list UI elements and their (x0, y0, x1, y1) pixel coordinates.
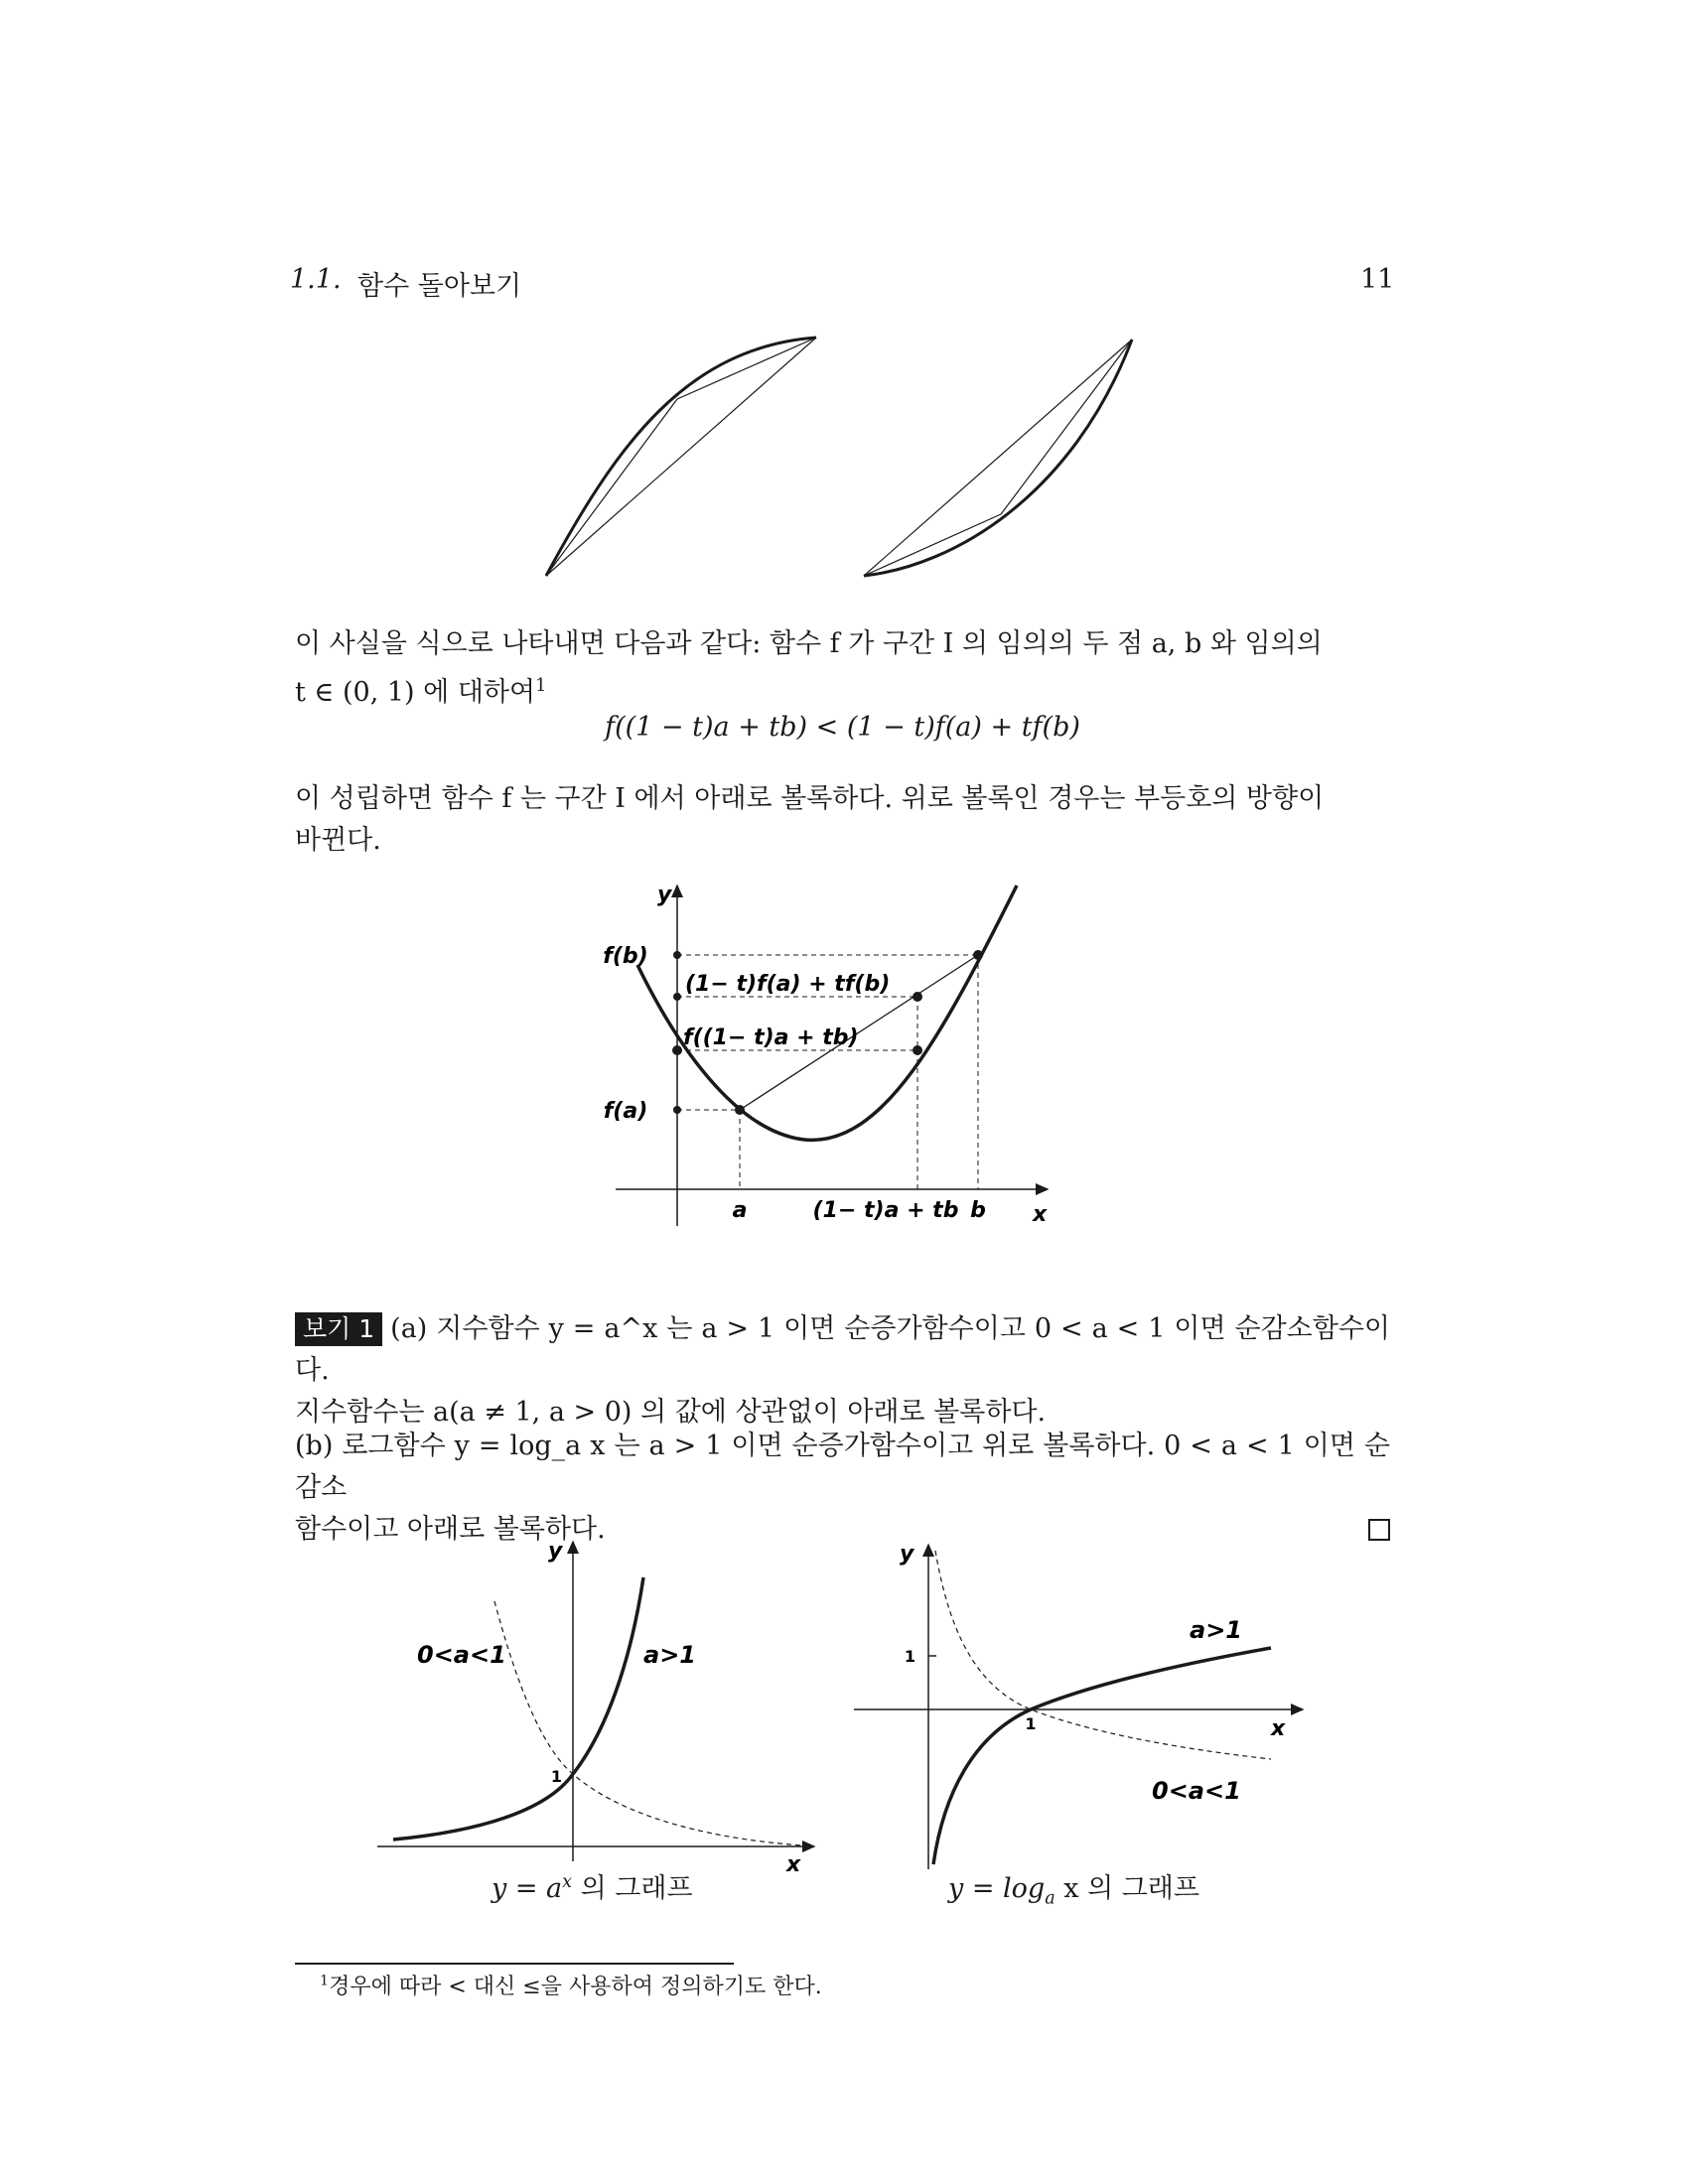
logarithm-graph (854, 1537, 1311, 1879)
paragraph-definition-line1: 이 사실을 식으로 나타내면 다음과 같다: 함수 f 가 구간 I 의 임의의 두 점 a, b 와 임의의 (295, 628, 1323, 659)
curve-a-less-1 (494, 1601, 802, 1845)
x-axis-label: x (1271, 1716, 1286, 1741)
footnote-rule (295, 1963, 734, 1965)
exponential-caption (492, 1866, 693, 1905)
y-axis-label: y (548, 1539, 563, 1564)
example-part-a (295, 1308, 1390, 1433)
curve-a-less-1 (935, 1551, 1271, 1759)
page-number: 11 (1360, 264, 1395, 295)
paragraph-definition-line2 (295, 665, 1390, 714)
example-part-a-line2: 지수함수는 a(a ≠ 1, a > 0) 의 값에 상관없이 아래로 볼록하다. (295, 1397, 1047, 1428)
paragraph-definition-line2-text: t ∈ (0, 1) 에 대하여 (295, 677, 536, 708)
section-title: 함수 돌아보기 (357, 271, 522, 302)
tick-label-b: b (970, 1198, 986, 1223)
footnote-reference[interactable]: 1 (535, 676, 547, 696)
convex-chord-right (1001, 340, 1132, 514)
paragraph-definition (295, 623, 1390, 714)
convexity-inequality: f((1 − t)a + tb) < (1 − t)f(a) + tf(b) (605, 712, 1080, 743)
y-point-fa (673, 1106, 681, 1114)
example-part-b-line2-text: 함수이고 아래로 볼록하다. (295, 1514, 606, 1545)
example-part-b-line1: (b) 로그함수 y = log_a x 는 a > 1 이면 순증가함수이고 위로 볼록하다. 0 < a < 1 이면 순감소 (295, 1431, 1390, 1503)
point-fcombo (913, 1045, 922, 1055)
label-a-less-1: 0<a<1 (1152, 1777, 1241, 1805)
paragraph-convexity (295, 778, 1390, 862)
convex-curve (637, 886, 1017, 1140)
label-fcombo: f((1− t)a + tb) (683, 1025, 859, 1050)
logarithm-caption-prefix: y = log (948, 1873, 1046, 1904)
concave-chord-left (546, 399, 677, 576)
y-point-fcombo (672, 1045, 682, 1055)
convex-function-figure (596, 874, 1072, 1231)
tick-label-mid: (1− t)a + tb (812, 1198, 959, 1223)
exponential-graph (377, 1534, 814, 1876)
concave-chord (546, 338, 816, 576)
exponential-caption-prefix: y = a (492, 1873, 563, 1904)
label-fa: f(a) (603, 1099, 648, 1124)
footnote-text: 경우에 따라 < 대신 ≤을 사용하여 정의하기도 한다. (329, 1975, 822, 1999)
curve-a-greater-1 (393, 1577, 643, 1840)
qed-box (1368, 1519, 1390, 1541)
paragraph-convexity-line2: 바뀐다. (295, 825, 381, 856)
logarithm-caption (948, 1866, 1199, 1908)
tick-label-one: 1 (550, 1767, 562, 1786)
logarithm-caption-sub: a (1045, 1888, 1055, 1909)
footnote (320, 1970, 822, 2000)
section-number: 1.1. (290, 264, 342, 295)
point-a (735, 1105, 745, 1115)
curve-a-greater-1 (933, 1648, 1271, 1864)
x-tick-label-one: 1 (1025, 1714, 1037, 1733)
label-fb: f(b) (603, 944, 648, 969)
exponential-caption-sup: x (562, 1872, 573, 1892)
convex-chord (864, 340, 1132, 576)
concave-chord-right (677, 338, 816, 399)
y-axis-label: y (657, 883, 672, 907)
label-combo: (1− t)f(a) + tf(b) (685, 972, 891, 997)
logarithm-caption-suffix: x 의 그래프 (1055, 1873, 1199, 1904)
exponential-caption-suffix: 의 그래프 (572, 1873, 693, 1904)
paragraph-convexity-line1: 이 성립하면 함수 f 는 구간 I 에서 아래로 볼록하다. 위로 볼록인 경우는 부등호의 방향이 (295, 783, 1325, 814)
label-a-less-1: 0<a<1 (417, 1641, 506, 1669)
example-part-a-line1-text: (a) 지수함수 y = a^x 는 a > 1 이면 순증가함수이고 0 < a < 1 이면 순감소함수이다. (295, 1313, 1390, 1386)
example-part-b (295, 1426, 1390, 1551)
chord-figures (536, 328, 1152, 586)
point-b (973, 950, 983, 960)
x-axis-label: x (1033, 1202, 1048, 1227)
y-tick-label-one: 1 (904, 1647, 915, 1666)
label-a-greater-1: a>1 (643, 1641, 697, 1669)
point-combo (913, 992, 922, 1002)
example-part-a-line1 (295, 1308, 1390, 1392)
y-axis-label: y (900, 1542, 914, 1567)
label-a-greater-1: a>1 (1190, 1616, 1243, 1644)
example-badge: 보기 1 (295, 1312, 382, 1346)
x-axis-label: x (786, 1852, 801, 1877)
y-point-combo (673, 993, 681, 1001)
footnote-mark: 1 (320, 1973, 330, 1989)
convex-chord-left (864, 514, 1001, 576)
y-point-fb (673, 951, 681, 959)
tick-label-a: a (732, 1198, 748, 1223)
